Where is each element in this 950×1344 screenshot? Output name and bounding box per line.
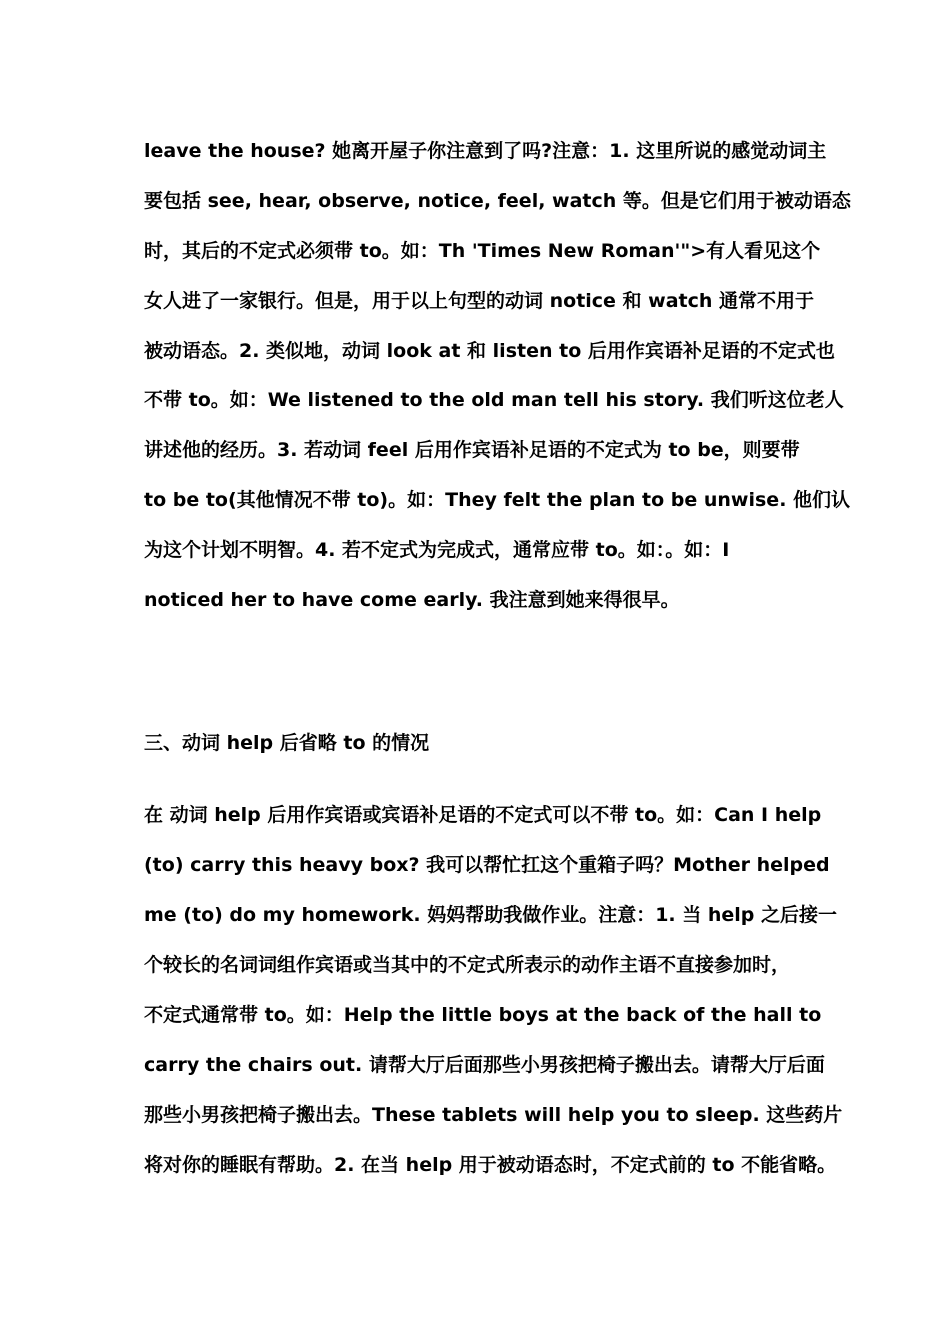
text-line: 为这个计划不明智。4. 若不定式为完成式，通常应带 to。如：。如：I: [144, 539, 730, 561]
text-line: leave the house? 她离开屋子你注意到了吗?注意：1. 这里所说的感觉动词主: [144, 140, 827, 162]
text-line: to be to(其他情况不带 to)。如：They felt the plan to be unwise. 他们认: [144, 489, 851, 511]
text-line: 将对你的睡眠有帮助。2. 在当 help 用于被动语态时，不定式前的 to 不能省略。: [144, 1154, 837, 1176]
text-line: 在 动词 help 后用作宾语或宾语补足语的不定式可以不带 to。如：Can I help: [144, 804, 822, 826]
text-line: 那些小男孩把椅子搬出去。These tablets will help you to sleep. 这些药片: [144, 1104, 843, 1126]
text-line: 被动语态。2. 类似地，动词 look at 和 listen to 后用作宾语补足语的不定式也: [144, 340, 835, 362]
text-line: 女人进了一家银行。但是，用于以上句型的动词 notice 和 watch 通常不用于: [144, 290, 815, 312]
text-line: 时，其后的不定式必须带 to。如：Th 'Times New Roman'">有人看见这个: [144, 240, 821, 262]
text-line: noticed her to have come early. 我注意到她来得很早。: [144, 589, 680, 611]
text-line: 不定式通常带 to。如：Help the little boys at the back of the hall to: [144, 1004, 822, 1026]
text-line: me (to) do my homework. 妈妈帮助我做作业。注意：1. 当 help 之后接一: [144, 904, 838, 926]
text-line: (to) carry this heavy box? 我可以帮忙扛这个重箱子吗？Mother helped: [144, 854, 830, 876]
section-heading: 三、动词 help 后省略 to 的情况: [144, 732, 430, 754]
text-line: 讲述他的经历。3. 若动词 feel 后用作宾语补足语的不定式为 to be，则要带: [144, 439, 800, 461]
text-line: 不带 to。如：We listened to the old man tell his story. 我们听这位老人: [144, 389, 844, 411]
text-line: carry the chairs out. 请帮大厅后面那些小男孩把椅子搬出去。请帮大厅后面: [144, 1054, 825, 1076]
text-line: 要包括 see, hear, observe, notice, feel, watch 等。但是它们用于被动语态: [144, 190, 851, 212]
text-line: 个较长的名词词组作宾语或当其中的不定式所表示的动作主语不直接参加时，: [144, 954, 791, 976]
